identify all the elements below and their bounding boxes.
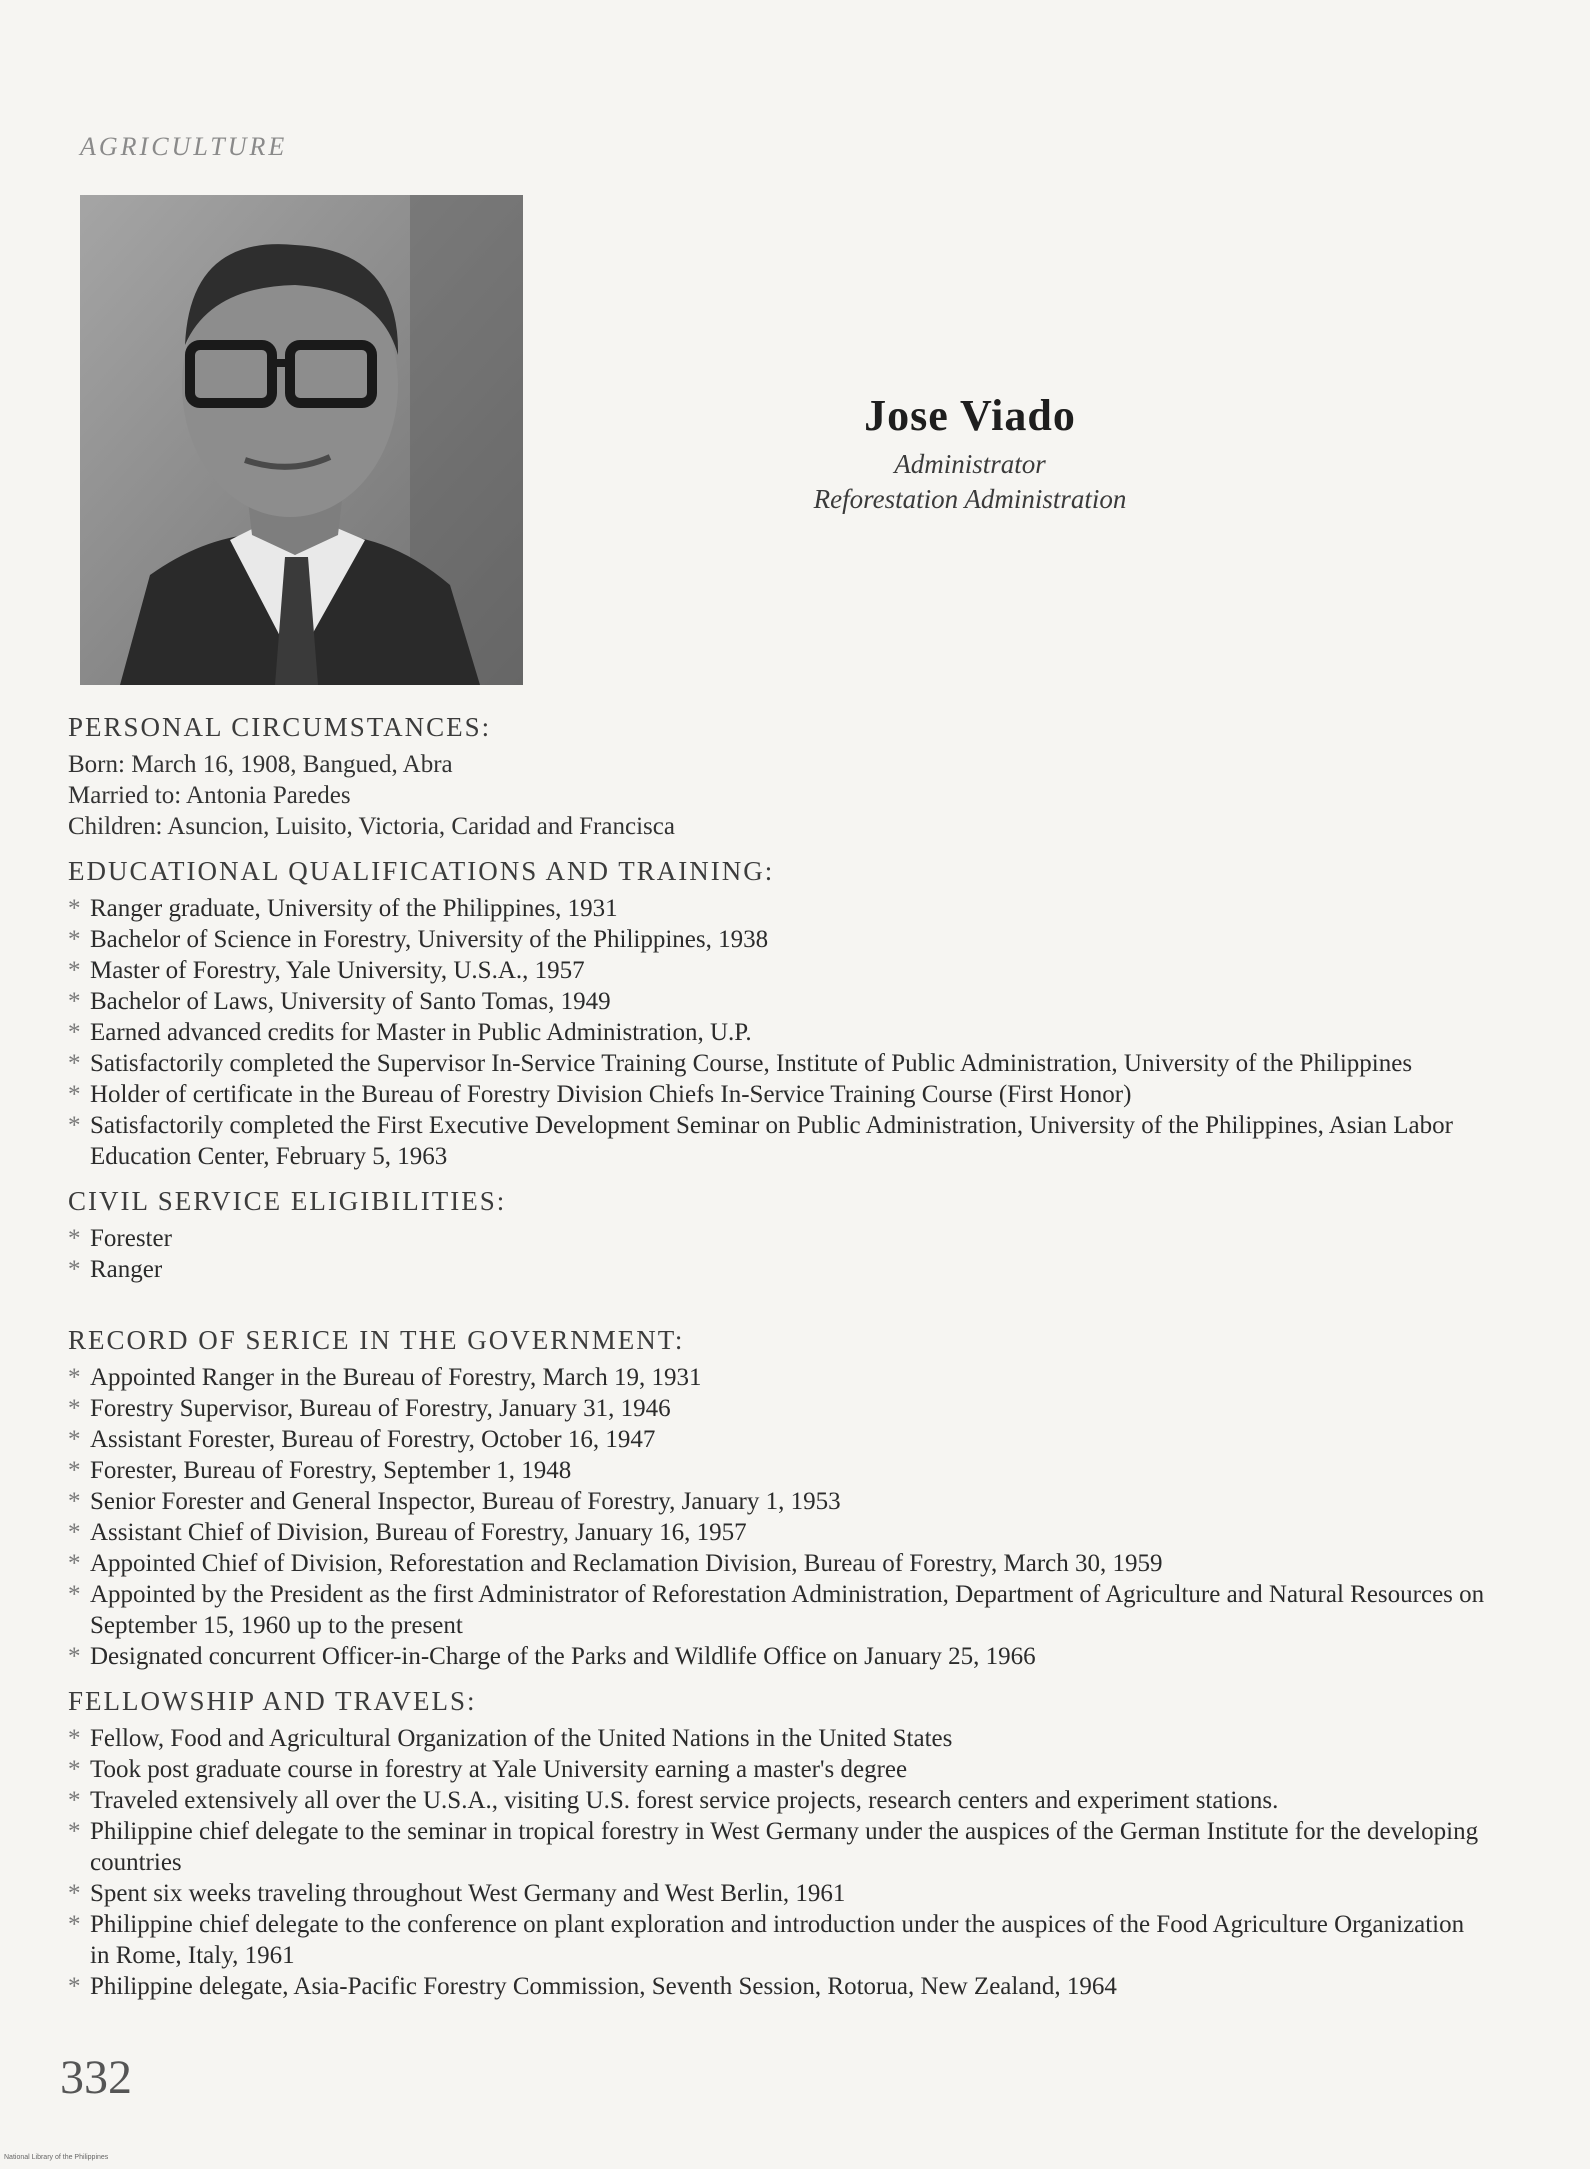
section-tag: AGRICULTURE (80, 132, 288, 161)
list-item: * Bachelor of Laws, University of Santo Tomas, 1949 (68, 986, 1488, 1017)
portrait-photo (80, 195, 523, 685)
list-item: * Earned advanced credits for Master in Public Administration, U.P. (68, 1017, 1488, 1048)
profile-header (690, 390, 1250, 515)
list-item: * Ranger graduate, University of the Philippines, 1931 (68, 893, 1488, 924)
list-item: * Assistant Chief of Division, Bureau of Forestry, January 16, 1957 (68, 1517, 1488, 1548)
list-item: * Forester, Bureau of Forestry, September 1, 1948 (68, 1455, 1488, 1486)
biography-content (68, 712, 1488, 2002)
list-item: * Satisfactorily completed the Supervisor In-Service Training Course, Institute of Public Administration, University of the Philippines (68, 1048, 1488, 1079)
education-heading: EDUCATIONAL QUALIFICATIONS AND TRAINING: (68, 856, 775, 886)
education-list (68, 893, 1488, 1172)
civil-service-heading: CIVIL SERVICE ELIGIBILITIES: (68, 1186, 507, 1216)
children-line: Children: Asuncion, Luisito, Victoria, Caridad and Francisca (68, 813, 675, 840)
list-item: * Assistant Forester, Bureau of Forestry, October 16, 1947 (68, 1424, 1488, 1455)
list-item: * Master of Forestry, Yale University, U.S.A., 1957 (68, 955, 1488, 986)
list-item: * Traveled extensively all over the U.S.A., visiting U.S. forest service projects, research centers and experiment stations. (68, 1785, 1488, 1816)
list-item: * Fellow, Food and Agricultural Organization of the United Nations in the United States (68, 1723, 1488, 1754)
born-line: Born: March 16, 1908, Bangued, Abra (68, 751, 453, 778)
list-item: * Forestry Supervisor, Bureau of Forestry, January 31, 1946 (68, 1393, 1488, 1424)
list-item: * Bachelor of Science in Forestry, University of the Philippines, 1938 (68, 924, 1488, 955)
civil-service-list (68, 1223, 1488, 1285)
list-item: * Designated concurrent Officer-in-Charge of the Parks and Wildlife Office on January 25, 1966 (68, 1641, 1488, 1672)
personal-heading: PERSONAL CIRCUMSTANCES: (68, 712, 492, 742)
fellowship-heading: FELLOWSHIP AND TRAVELS: (68, 1686, 477, 1716)
married-line: Married to: Antonia Paredes (68, 782, 351, 809)
list-item: * Philippine chief delegate to the conference on plant exploration and introduction under the auspices of the Food Agriculture Organization in Rome, Italy, 1961 (68, 1909, 1488, 1971)
page-number: 332 (60, 2051, 132, 2104)
list-item: * Philippine delegate, Asia-Pacific Forestry Commission, Seventh Session, Rotorua, New Zealand, 1964 (68, 1971, 1488, 2002)
list-item: * Took post graduate course in forestry at Yale University earning a master's degree (68, 1754, 1488, 1785)
office-name: Reforestation Administration (813, 484, 1127, 514)
record-list (68, 1362, 1488, 1672)
fellowship-list (68, 1723, 1488, 2002)
footer-credit: National Library of the Philippines (4, 2154, 109, 2161)
list-item: * Forester (68, 1223, 1488, 1254)
list-item: * Holder of certificate in the Bureau of Forestry Division Chiefs In-Service Training Course (First Honor) (68, 1079, 1488, 1110)
list-item: * Ranger (68, 1254, 1488, 1285)
record-heading: RECORD OF SERICE IN THE GOVERNMENT: (68, 1325, 685, 1355)
list-item: * Appointed by the President as the first Administrator of Reforestation Administration, Department of Agriculture and Natural Resources on September 15, 1960 up to the present (68, 1579, 1488, 1641)
person-name: Jose Viado (864, 391, 1076, 440)
list-item: * Appointed Ranger in the Bureau of Forestry, March 19, 1931 (68, 1362, 1488, 1393)
list-item: * Appointed Chief of Division, Reforestation and Reclamation Division, Bureau of Forestry, March 30, 1959 (68, 1548, 1488, 1579)
list-item: * Spent six weeks traveling throughout West Germany and West Berlin, 1961 (68, 1878, 1488, 1909)
position-title: Administrator (894, 449, 1046, 479)
list-item: * Satisfactorily completed the First Executive Development Seminar on Public Administration, University of the Philippines, Asian Labor Education Center, February 5, 1963 (68, 1110, 1488, 1172)
list-item: * Senior Forester and General Inspector, Bureau of Forestry, January 1, 1953 (68, 1486, 1488, 1517)
list-item: * Philippine chief delegate to the seminar in tropical forestry in West Germany under the auspices of the German Institute for the developing countries (68, 1816, 1488, 1878)
